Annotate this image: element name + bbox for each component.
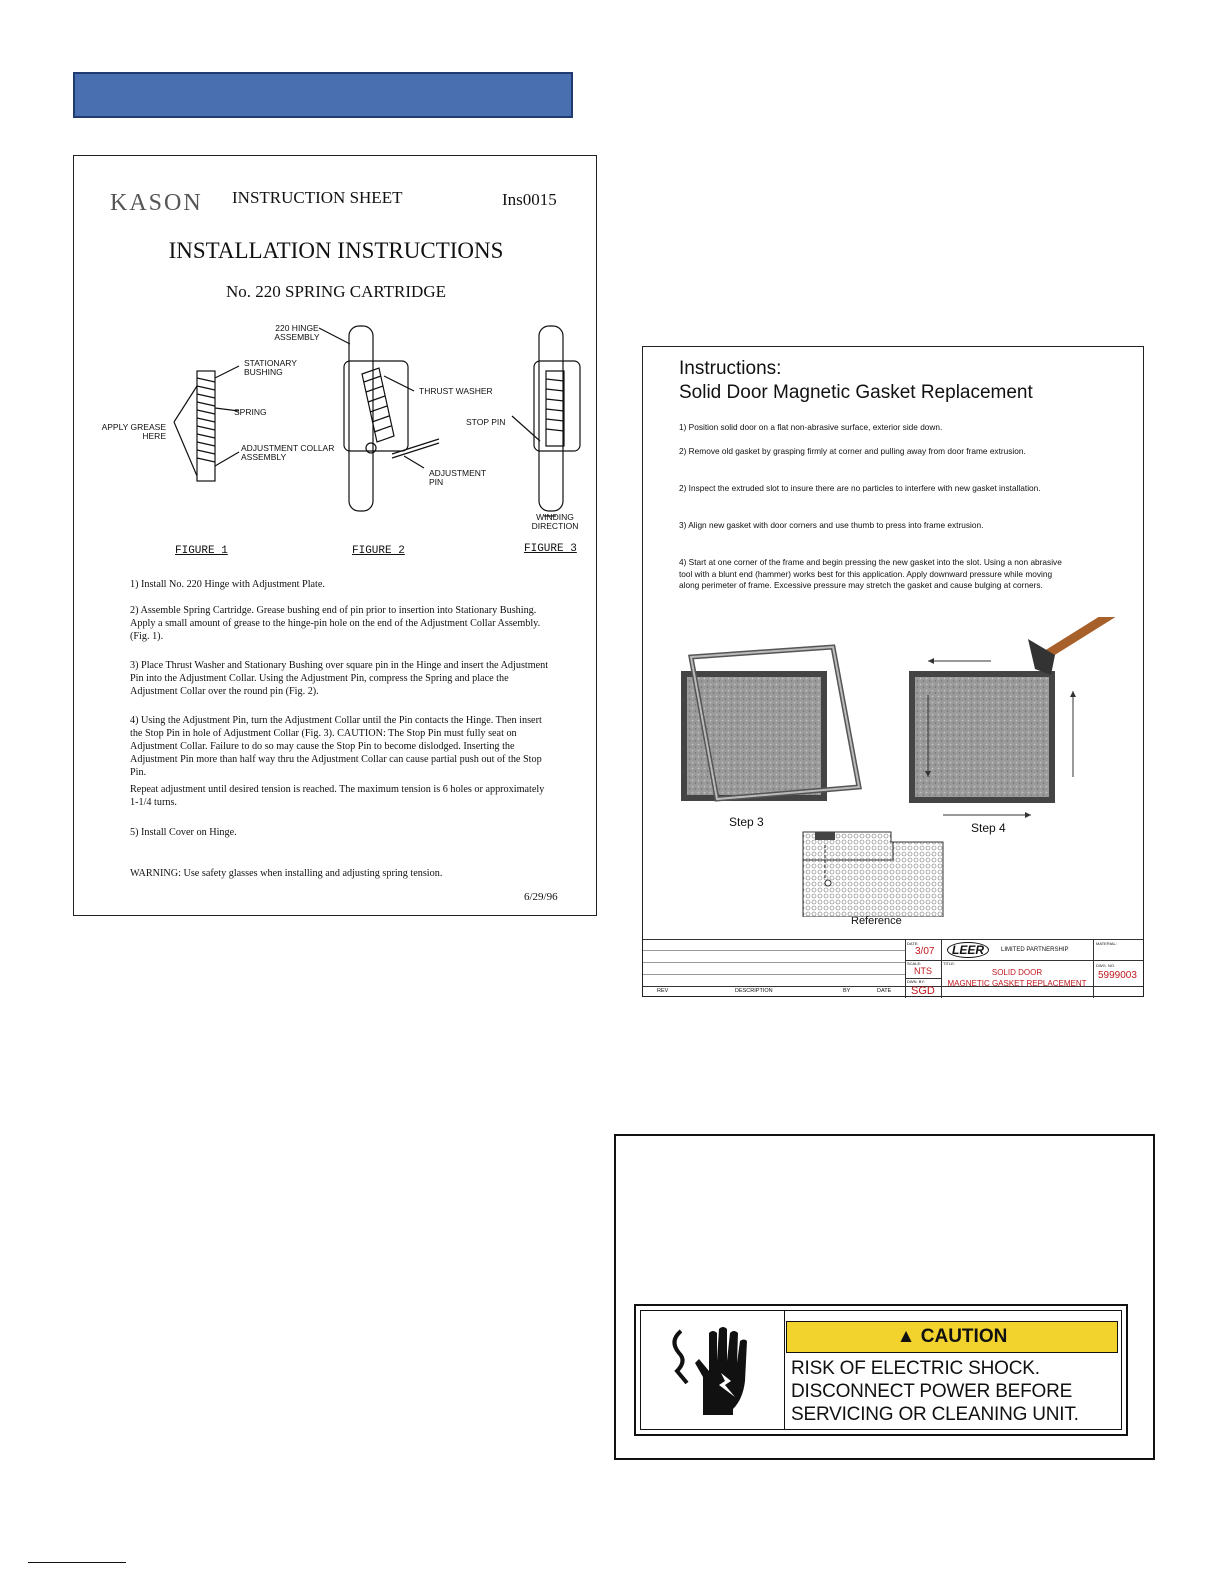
label-winding-direction: WINDING DIRECTION	[531, 512, 579, 531]
footer-rule	[28, 1562, 126, 1563]
page-title: INSTALLATION INSTRUCTIONS	[168, 238, 504, 263]
label-thrust-washer: THRUST WASHER	[419, 386, 493, 396]
caution-label	[634, 1304, 1128, 1436]
kason-step-2: 2) Assemble Spring Cartridge. Grease bushing end of pin prior to insertion into Stationary Bushing. Apply a small amount of grease to the hinge-pin hole on the end of the Adjustment Collar Assembly. (Fig. 1).	[130, 605, 541, 642]
drawing-title-block	[643, 939, 1143, 998]
col-by: BY	[843, 988, 851, 994]
drawing-title-line2: MAGNETIC GASKET REPLACEMENT	[947, 979, 1087, 988]
label-apply-grease: APPLY GREASE HERE	[101, 422, 166, 441]
leer-step-4: 4) Start at one corner of the frame and begin pressing the new gasket into the slot. Using a non abrasive tool with a blunt end (hammer) works best for this application. Apply downward pressure while moving along perimeter of frame. Excessive pressure may stretch the gasket and cause bulging at corners.	[679, 557, 1062, 590]
sheet-label: INSTRUCTION SHEET	[232, 188, 403, 207]
caption-reference: Reference	[851, 915, 902, 927]
kason-warning: WARNING: Use safety glasses when installing and adjusting spring tension.	[130, 868, 443, 879]
caution-line-3: SERVICING OR CLEANING UNIT.	[791, 1404, 1079, 1425]
kason-step-4: 4) Using the Adjustment Pin, turn the Adjustment Collar until the Pin contacts the Hinge. Then insert the Stop Pin in hole of Adjustment Collar (Fig. 3). CAUTION: The Stop Pin must fully seat on Adjustment Collar. Failure to do so may cause the Stop Pin to become dislodged. Inserting the Adjustment Pin more than half way thru the Adjustment Collar can cause partial push out of the Stop Pin.	[130, 715, 542, 778]
col-rev: REV	[657, 988, 669, 994]
title-label: TITLE:	[943, 961, 956, 966]
kason-step-1: 1) Install No. 220 Hinge with Adjustment Plate.	[130, 579, 325, 590]
figure-1-caption: FIGURE 1	[175, 545, 228, 557]
col-description: DESCRIPTION	[735, 988, 773, 994]
kason-date: 6/29/96	[524, 891, 558, 903]
drawn-by-value: SGD	[911, 985, 935, 997]
scale-value: NTS	[914, 966, 932, 976]
leer-logo: LEER	[947, 942, 989, 958]
date-label: DATE:	[907, 941, 919, 946]
leer-step-2a: 2) Remove old gasket by grasping firmly at corner and pulling away from door frame extrusion.	[679, 446, 1026, 456]
label-adjustment-pin: ADJUSTMENT PIN	[429, 468, 486, 487]
material-label: MATERIAL:	[1096, 941, 1117, 946]
leer-step-3: 3) Align new gasket with door corners and use thumb to press into frame extrusion.	[679, 520, 984, 530]
warning-triangle-icon: ▲	[896, 1326, 921, 1347]
figure-3-caption: FIGURE 3	[524, 543, 577, 555]
label-spring: SPRING	[234, 407, 267, 417]
label-adjustment-collar: ADJUSTMENT COLLAR ASSEMBLY	[241, 443, 335, 462]
date-value: 3/07	[915, 946, 935, 957]
section-header-bar	[73, 72, 573, 118]
scale-label: SCALE:	[907, 961, 922, 966]
page-subtitle: No. 220 SPRING CARTRIDGE	[226, 282, 446, 301]
doc-id: Ins0015	[502, 190, 557, 209]
caption-step-4: Step 4	[971, 821, 1006, 835]
drawn-by-label: DWN. BY:	[907, 979, 926, 984]
label-stationary-bushing: STATIONARY BUSHING	[244, 358, 297, 377]
leer-heading-line2: Solid Door Magnetic Gasket Replacement	[679, 382, 1033, 403]
electric-shock-icon	[641, 1311, 785, 1429]
kason-instruction-sheet	[73, 155, 597, 916]
figure-2-caption: FIGURE 2	[352, 545, 405, 557]
col-date: DATE	[877, 988, 892, 994]
label-hinge-assembly: 220 HINGE ASSEMBLY	[274, 323, 320, 342]
leer-step-2b: 2) Inspect the extruded slot to insure there are no particles to interfere with new gasket installation.	[679, 483, 1041, 493]
dwg-no-value: 5999003	[1098, 970, 1137, 981]
kason-step-5: 5) Install Cover on Hinge.	[130, 827, 237, 838]
caution-line-2: DISCONNECT POWER BEFORE	[791, 1381, 1073, 1402]
partnership-label: LIMITED PARTNERSHIP	[1001, 947, 1069, 953]
drawing-title-line1: SOLID DOOR	[991, 968, 1043, 977]
leer-heading	[679, 357, 1033, 405]
gasket-diagrams	[643, 617, 1143, 917]
caution-line-1: RISK OF ELECTRIC SHOCK.	[791, 1358, 1040, 1379]
caption-step-3: Step 3	[729, 815, 764, 829]
leer-heading-line1: Instructions:	[679, 358, 782, 379]
kason-logo: KASON	[110, 190, 203, 216]
kason-step-3: 3) Place Thrust Washer and Stationary Bushing over square pin in the Hinge and insert the Adjustment Pin into the Adjustment Collar. Using the Adjustment Pin, compress the Spring and place the Adjustment Collar over the round pin (Fig. 2).	[130, 660, 549, 697]
dwg-no-label: DWG. NO.	[1096, 963, 1116, 968]
leer-instruction-sheet	[642, 346, 1144, 997]
label-stop-pin: STOP PIN	[466, 417, 506, 427]
leer-step-1: 1) Position solid door on a flat non-abrasive surface, exterior side down.	[679, 422, 943, 432]
kason-repeat-note: Repeat adjustment until desired tension is reached. The maximum tension is 6 holes or approximately 1-1/4 turns.	[130, 784, 545, 808]
caution-header: ▲ CAUTION	[786, 1321, 1118, 1353]
